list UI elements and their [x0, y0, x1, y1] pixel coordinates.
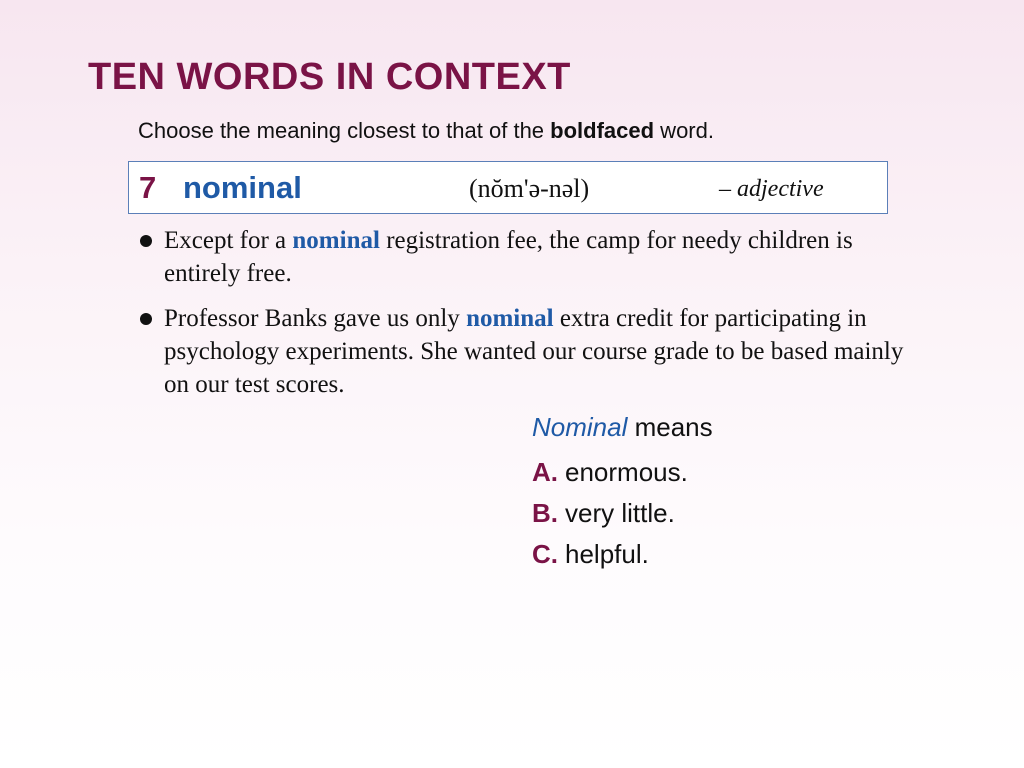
entry-number: 7	[139, 170, 157, 205]
answer-options	[532, 452, 688, 575]
entry-word: nominal	[183, 170, 302, 205]
option-letter: B.	[532, 498, 558, 528]
instruction-before: Choose the meaning closest to that of the	[138, 118, 551, 143]
question-rest: means	[627, 412, 713, 442]
instruction-after: word.	[654, 118, 714, 143]
example-sentence	[140, 302, 910, 401]
option-letter: A.	[532, 457, 558, 487]
answer-option-b[interactable]	[532, 493, 688, 534]
answer-option-c[interactable]	[532, 534, 688, 575]
bullet-icon	[140, 313, 152, 325]
sentence-after: registration fee, the camp for needy children is entirely free.	[164, 227, 853, 287]
option-text: helpful.	[565, 539, 649, 569]
instruction-bold: boldfaced	[550, 118, 655, 143]
question-word: Nominal	[532, 412, 628, 442]
sentence-keyword: nominal	[466, 305, 554, 332]
sentence-after: extra credit for participating in psychology experiments. She wanted our course grade to be based mainly on our test scores.	[164, 305, 904, 398]
example-sentence	[140, 224, 910, 290]
option-text: very little.	[565, 498, 675, 528]
bullet-icon	[140, 235, 152, 247]
question-prompt	[532, 412, 713, 443]
sentence-before: Except for a	[164, 227, 293, 254]
page-title: TEN WORDS IN CONTEXT	[88, 56, 571, 98]
option-text: enormous.	[565, 457, 688, 487]
answer-option-a[interactable]	[532, 452, 688, 493]
example-sentences	[140, 224, 910, 413]
sentence-before: Professor Banks gave us only	[164, 305, 467, 332]
option-letter: C.	[532, 539, 558, 569]
entry-pronunciation: (nŏm'ə-nəl)	[469, 174, 590, 203]
vocab-entry-box	[128, 161, 888, 214]
entry-part-of-speech: – adjective	[719, 176, 824, 202]
instruction-text	[138, 118, 714, 144]
sentence-keyword: nominal	[292, 227, 380, 254]
